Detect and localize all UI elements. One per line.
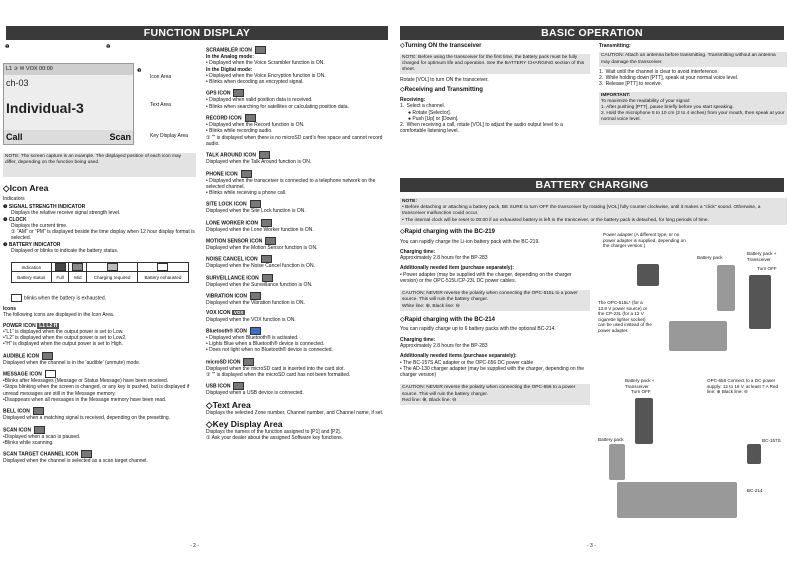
basic-operation-title: BASIC OPERATION [400,26,784,40]
bc219-section [400,229,590,405]
site-lock-icon [250,200,261,208]
bat-table-h2: Battery status [12,272,52,283]
scan-title: SCAN ICON [3,426,32,433]
icons-intro: The following icons are displayed in the Icon Area. [3,312,115,319]
clock-note: ① “AM” or “PM” is displayed beside the time display when 12 hour display format is selected. [11,229,195,242]
fig2-turn-off: Turn OFF [631,389,651,394]
envelope-icon [45,370,56,378]
bat-table-h1: Indication [12,263,52,272]
bell-title: BELL ICON [3,408,30,415]
indicators-label: Indicators [3,196,25,202]
bat-mid: Mid [69,272,87,283]
bt-title: Bluetooth® ICON [206,328,247,335]
scrambler-digital-1: • Displayed when the Voice Encryption function is ON. [206,72,326,79]
receiving-label: Receiving: [400,96,426,103]
vibration-icon [250,292,261,300]
bc219-caution: CAUTION: NEVER reverse the polarity when connecting the OPC-515L to a power source. This will ruin the battery charger. [402,291,578,303]
surveillance-icon [262,274,273,282]
bc219-time: Approximately 2.8 hours for the BP-283 [400,255,488,262]
battery-charging-title: BATTERY CHARGING [400,178,784,192]
phone-2: • Blinks while receiving a phone call. [206,190,287,197]
record-title: RECORD ICON [206,115,242,122]
sitelock-desc: Displayed when the Site Lock function is ON. [206,208,306,215]
motion-title: MOTION SENSOR ICON [206,238,263,245]
power-1: •“L1” is displayed when the output power is set to Low. [3,328,124,335]
bc214-wire: Red line: ⊕, Black line: ⊖ [402,397,457,403]
battery-empty-icon [157,263,168,271]
icon-area-heading: ◇Icon Area [3,183,49,193]
surveil-title: SURVEILLANCE ICON [206,274,259,281]
bt-3: • Does not light when no Bluetooth® device is connected. [206,347,333,354]
text-area-desc: Displays the selected Zone number, Channel number, and Channel name, if set. [206,409,384,416]
rx-step-1: 1. Select a channel. [400,103,446,110]
function-display-title: FUNCTION DISPLAY [6,26,388,40]
noise-title: NOISE CANCEL ICON [206,256,258,263]
indicator-list [3,204,196,254]
key-display-heading: ◇Key Display Area [206,418,283,429]
bc214-caution-box [400,384,590,405]
phone-icon [241,170,252,178]
signal-desc: Displays the relative receive signal strength level. [11,210,121,217]
lcd-softkey-left: Call [6,132,23,142]
phone-title: PHONE ICON [206,170,238,177]
scrambler-digital: In the Digital mode: [206,66,253,73]
fig1-pack-transceiver: Battery pack + Transceiver [747,251,777,262]
sd-title: microSD ICON [206,359,241,366]
bell-icon [33,407,44,415]
fig1-turn-off: Turn OFF [757,266,777,271]
bc214-charging-time: Charging time: [400,336,436,343]
turn-on-note: NOTE: Before using the transceiver for the first time, the battery pack must be fully charged for optimum life and operation. See the BATTERY CHARGING section of this sheet. [400,54,590,75]
bc214-caution: CAUTION: NEVER reverse the polarity when connecting the OPC-656 to a power source. This will ruin the battery charger. [402,385,576,397]
battery-pack-2-icon [609,444,625,480]
gps-icon [233,89,244,97]
label-icon-area: Icon Area [150,74,172,80]
scantarget-title: SCAN TARGET CHANNEL ICON [3,451,79,458]
scan-icon [34,426,45,434]
bc214-time: Approximately 2.8 hours for the BP-283 [400,342,488,349]
bc219-caution-box [400,290,590,311]
noise-desc: Displayed when the Noise Cancel function is ON. [206,263,315,270]
icons-column-1 [3,306,196,464]
power-2: •“L2” is displayed when the output power is set to Low2. [3,335,127,342]
important-title: IMPORTANT: [601,92,631,98]
battery-table [11,262,189,283]
power-adapter-icon [637,264,659,286]
gps-title: GPS ICON [206,90,231,97]
scrambler-analog-1: • Displayed when the Voice Scrambler function is ON. [206,60,325,67]
key-display-note: ① Ask your dealer about the assigned Software key functions. [206,435,344,442]
bc219-heading: ◇Rapid charging with the BC-219 [400,229,495,235]
motion-sensor-icon [265,237,276,245]
bc219-charging-time: Charging time: [400,248,436,255]
record-3: ① “” is displayed when there is no microSD card’s free space and cannot record audio. [206,134,383,147]
loneworker-desc: Displayed when the Lone Worker function is ON. [206,226,314,233]
sd-2: ① “” is displayed when the microSD card has not been formatted. [206,372,351,379]
screen-note: NOTE: The screen capture is an example. The displayed position of each icon may differ, depending on the function being used. [3,153,196,177]
lcd-channel: ch-03 [6,78,29,88]
important-3: 2. Hold the microphone 5 to 10 cm (2 to 4 inches) from your mouth, then speak at your normal voice level. [601,111,785,123]
battery-full-icon [55,263,66,271]
charging-note [400,198,787,225]
sd-1: Displayed when the microSD card is inserted into the card slot. [206,365,345,372]
right-page [397,0,793,561]
charger-icon [669,321,727,351]
audible-desc: Displayed when the channel is in the 'audible' (unmute) mode. [3,359,141,366]
transmitting-label: Transmitting: [599,43,631,49]
battery-title: ❸ BATTERY INDICATOR [3,241,61,248]
message-1: •Blinks after Messages (Message or Status Message) have been received. [3,378,169,385]
bc214-figure [597,378,787,528]
noise-cancel-icon [261,255,272,263]
scantarget-desc: Displayed when the channel is selected as a scan target channel. [3,458,148,465]
scrambler-icon [255,46,266,54]
message-title: MESSAGE ICON [3,371,42,378]
talk-around-icon [259,151,270,159]
signal-title: ❶ SIGNAL STRENGTH INDICATOR [3,204,86,210]
left-page [0,0,396,561]
transceiver-2-icon [635,398,653,444]
rx-tx-heading: ◇Receiving and Transmitting [400,87,483,94]
record-2: • Blinks while recording audio. [206,128,273,135]
usb-title: USB ICON [206,383,231,390]
bat-exhausted: Battery exhausted [137,272,188,283]
message-2: •Stops blinking when the screen is changed, or any key is pushed, but is displayed if unread messages are still in the Message memory. [3,384,190,397]
bc219-figure [597,229,787,379]
talkaround-title: TALK AROUND ICON [206,152,256,159]
fig2-battery-pack: Battery pack [598,437,624,442]
lcd-status-bar: L1 ✰ ✉ VOX 00:00 [4,64,133,75]
microsd-icon [243,358,254,366]
power-title: POWER ICON [3,322,36,329]
clock-title: ❷ CLOCK [3,216,27,223]
bluetooth-icon [250,327,261,335]
basic-op-right-col [599,43,787,125]
tx-step-1: 1. Wait until the channel is clear to avoid interference. [599,68,719,75]
lcd-channel-name: Individual-3 [6,100,84,116]
record-1: • Displayed when the Record function is ON. [206,122,305,129]
tx-caution: CAUTION: Attach an antenna before transmitting. Transmitting without an antenna may damage the transceiver. [599,52,787,66]
usb-icon [233,382,244,390]
bc214-item-1: • The BC-157S AC adapter or the OPC-656 DC power cable [400,359,534,366]
key-display-desc: Displays the names of the function assigned to [P1] and [P2]. [206,428,342,435]
rx-step-1a: ● Rotate [Selector]. [408,109,452,116]
record-icon [245,114,256,122]
rx-step-1b: ● Push [Up] or [Down]. [408,115,459,122]
charging-note-2: • Before detaching or attaching a battery pack, BE SURE to turn OFF the transceiver by rotating [VOL] fully counter clockwise, until it makes a “click” sound. Otherwise, a transceiver malfunction could occur. [402,205,761,217]
vox-desc: Displayed when the VOX function is ON. [206,316,296,323]
battery-blink-desc: blinks when the battery is exhausted. [24,295,106,302]
bc219-wire: White line: ⊕, Black line: ⊖ [402,303,460,309]
important-box [599,92,787,125]
loneworker-title: LONE WORKER ICON [206,220,258,227]
turn-on-desc: Rotate [VOL] to turn ON the transceiver. [400,77,489,84]
label-text-area: Text Area [150,102,171,108]
power-icon: L1 L2 H [39,322,58,329]
icons-label: Icons [3,306,17,312]
bt-2: • Lights Blue when a Bluetooth® device is connected. [206,341,325,348]
speaker-icon [42,352,53,360]
callout-1: ❶ [5,44,10,50]
clock-desc: Displays the current time. [11,222,68,229]
basic-op-left-col [400,43,590,135]
phone-1: • Displayed when the transceiver is connected to a telephone network on the selected channel. [206,177,376,190]
callout-2: ❷ [106,44,111,50]
icons-column-2 [206,46,392,442]
vibration-desc: Displayed when the Vibration function is ON. [206,299,305,306]
battery-desc: Displayed or blinks to indicate the battery status. [11,248,119,255]
bc214-item-2: • The AD-130 charger adapter (may be supplied with the charger, depending on the charger version) [400,365,584,379]
charging-note-1: NOTE: [402,199,417,204]
ac-adapter-icon [747,444,761,464]
bc214-additional: Additionally needed items (purchase separately): [400,353,517,360]
transceiver-icon [749,275,771,329]
scrambler-digital-2: • Blinks when decoding an encrypted signal. [206,79,304,86]
battery-mid-icon [72,263,83,271]
motion-desc: Displayed when the Motion Sensor function is ON. [206,245,318,252]
bc219-desc: You can rapidly charge the Li-ion battery pack with the BC-219. [400,238,540,245]
vox-icon: VOX [233,310,244,316]
tx-step-2: 2. While holding down [PTT], speak at your normal voice level. [599,75,739,81]
lcd-screen [3,63,134,145]
scan-target-icon [81,450,92,458]
rx-step-2: 2. When receiving a call, rotate [VOL] to adjust the audio output level to a comfortable listening level. [400,122,563,135]
gps-1: • Displayed when valid position data is received. [206,97,313,104]
bt-1: • Displayed when Bluetooth® is activated. [206,334,299,341]
turn-on-heading: ◇Turning ON the transceiver [400,43,482,49]
scrambler-analog: In the Analog mode: [206,54,254,60]
scan-1: •Displayed when a scan is paused. [3,433,81,440]
bc219-additional: Additionally needed item (purchase separately): [400,265,514,272]
surveil-desc: Displayed when the Surveillance function is ON. [206,281,313,288]
scrambler-title: SCRAMBLER ICON [206,47,252,54]
bat-charge: Charging required [87,272,138,283]
bat-full: Full [51,272,69,283]
fig1-power-adapter: Power adapter (A different type, or no power adapter is supplied, depending on the charger version.) [603,232,686,249]
fig1-opc515l: The OPC-515L* (for a 13.8 V power source) or the CP-23L (for a 12 V cigarette lighter socket) can be used instead of the power adapter. [598,300,652,333]
multi-charger-icon [617,482,737,518]
important-1: To maximize the readability of your signal: [601,98,691,104]
power-3: •“H” is displayed when the output power is set to High. [3,341,123,348]
talkaround-desc: Displayed when the Talk Around function is ON. [206,159,312,166]
fig2-bc157s: BC-157S [762,438,781,443]
battery-pack-icon [717,265,735,311]
vibration-title: VIBRATION ICON [206,293,248,300]
important-2: 1. After pushing [PTT], pause briefly before you start speaking. [601,105,734,110]
page-number-left: - 2 - [190,543,199,549]
usb-desc: Displayed when a USB device is connected. [206,390,304,397]
bc214-heading: ◇Rapid charging with the BC-214 [400,316,495,323]
audible-title: AUDIBLE ICON [3,353,40,360]
lone-worker-icon [261,219,272,227]
lcd-softkey-right: Scan [109,132,131,142]
callout-3: ❸ [137,68,142,74]
battery-low-icon [107,263,118,271]
label-key-area: Key Display Area [150,133,189,139]
bc219-item: • Power adapter (may be supplied with the charger, depending on the charger version) or the OPC-515L/CP-23L DC power cables. [400,271,572,284]
scan-2: •Blinks while scanning. [3,439,54,446]
charging-note-3: • The internal clock will be reset to 00:00 if an exhausted battery is left in the transceiver, or the battery pack is detached, for long periods of time. [402,217,709,223]
fig2-pack-transceiver: Battery pack + Transceiver [625,378,655,389]
text-area-heading: ◇Text Area [206,399,251,410]
sitelock-title: SITE LOCK ICON [206,201,247,208]
fig2-bc214: BC-214 [747,488,763,493]
fig2-opc656: OPC-656 Connect to a DC power supply: 12 to 16 V, at least 7 A Red line: ⊕ Black line: ⊖ [707,378,779,395]
battery-blink-icon [11,294,22,302]
vox-title: VOX ICON [206,310,231,317]
bc214-desc: You can rapidly charge up to 6 battery packs with the optional BC-214. [400,326,556,333]
tx-step-3: 3. Release [PTT] to receive. [599,81,663,88]
gps-2: • Blinks when searching for satellites or calculating position data. [206,103,349,110]
fig1-battery-pack: Battery pack [697,255,723,260]
page-number-right: - 3 - [587,543,596,549]
bell-desc: Displayed when a matching signal is received, depending on the presetting. [3,415,171,422]
message-3: •Disappears when all messages in the Message memory have been read. [3,396,167,403]
